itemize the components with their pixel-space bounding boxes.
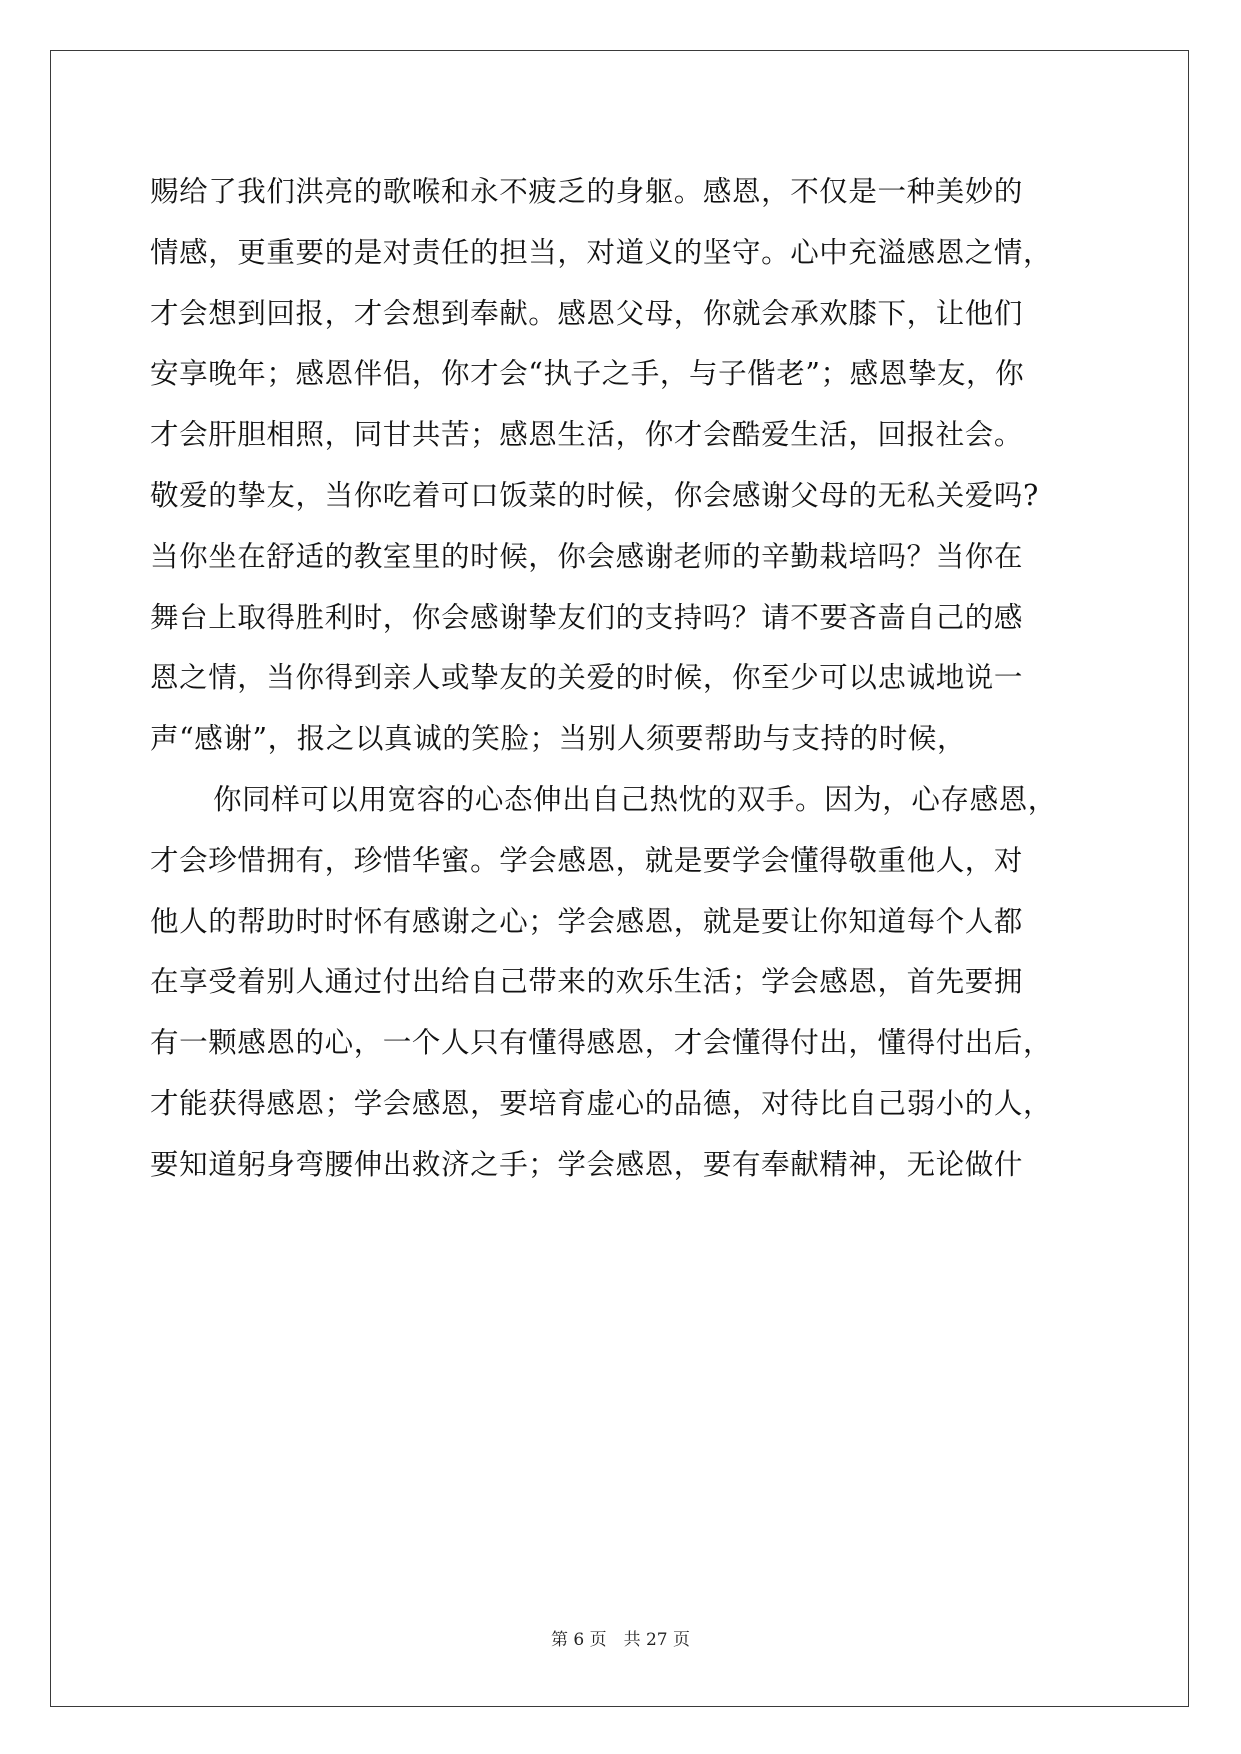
- text-line: 声“感谢”，报之以真诚的笑脸；当别人须要帮助与支持的时候，: [150, 722, 967, 756]
- text-line: 赐给了我们洪亮的歌喉和永不疲乏的身躯。感恩，不仅是一种美妙的: [150, 175, 1024, 208]
- text-line: 有一颗感恩的心，一个人只有懂得感恩，才会懂得付出，懂得付出后，: [150, 1026, 1053, 1060]
- text-line: 情感，更重要的是对责任的担当，对道义的坚守。心中充溢感恩之情，: [150, 235, 1053, 269]
- text-line: 才能获得感恩；学会感恩，要培育虚心的品德，对待比自己弱小的人，: [150, 1086, 1053, 1120]
- text-line: 才会珍惜拥有，珍惜华蜜。学会感恩，就是要学会懂得敬重他人，对: [150, 843, 1024, 877]
- text-line: 当你坐在舒适的教室里的时候，你会感谢老师的辛勤栽培吗？当你在: [150, 539, 1024, 573]
- page-footer: 第 6 页 共 27 页: [550, 1630, 691, 1650]
- text-line: 他人的帮助时时怀有感谢之心；学会感恩，就是要让你知道每个人都: [150, 904, 1024, 938]
- text-line: 敬爱的挚友，当你吃着可口饭菜的时候，你会感谢父母的无私关爱吗?: [150, 478, 1039, 512]
- text-line: 恩之情，当你得到亲人或挚友的关爱的时候，你至少可以忠诚地说一: [150, 661, 1024, 695]
- document-body: [150, 162, 1090, 1196]
- paragraph-start-line: 你同样可以用宽容的心态伸出自己热忱的双手。因为，心存感恩，: [213, 782, 1057, 816]
- text-line: 安享晚年；感恩伴侣，你才会“执子之手，与子偕老”；感恩挚友，你: [150, 357, 1025, 391]
- text-line: 要知道躬身弯腰伸出救济之手；学会感恩，要有奉献精神，无论做什: [150, 1147, 1024, 1181]
- text-line: 才会肝胆相照，同甘共苦；感恩生活，你才会酷爱生活，回报社会。: [150, 418, 1024, 452]
- text-line: 才会想到回报，才会想到奉献。感恩父母，你就会承欢膝下，让他们: [150, 296, 1024, 330]
- text-line: 在享受着别人通过付出给自己带来的欢乐生活；学会感恩，首先要拥: [150, 965, 1024, 999]
- text-line: 舞台上取得胜利时，你会感谢挚友们的支持吗？请不要吝啬自己的感: [150, 600, 1024, 634]
